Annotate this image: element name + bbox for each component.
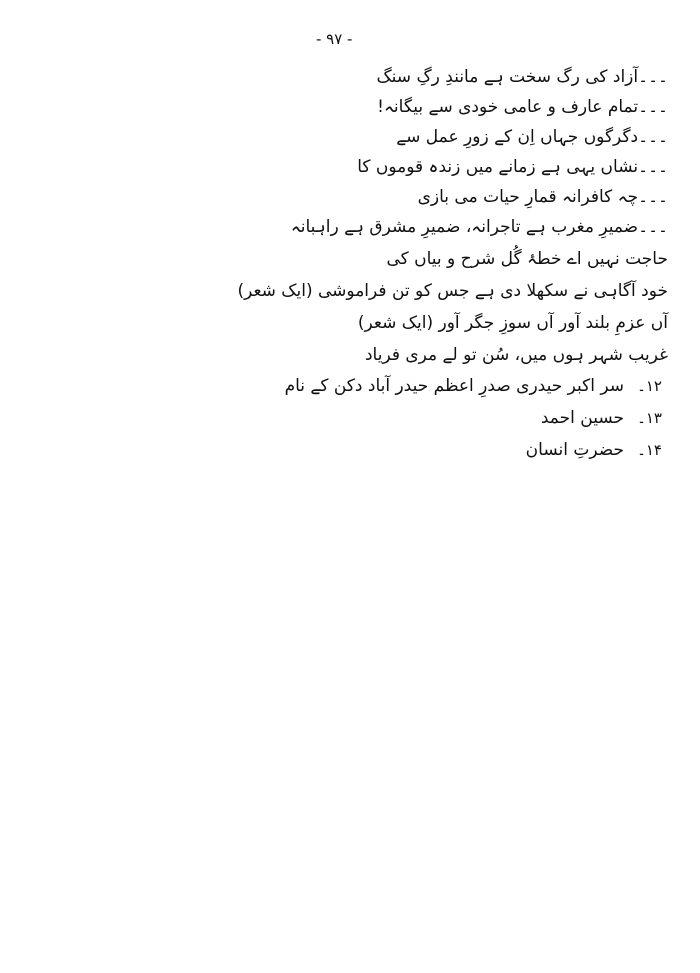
text-line: ۔۔۔ضمیرِ مغرب ہے تاجرانہ، ضمیرِ مشرق ہے راہبانہ — [290, 217, 668, 237]
text-line: ۔۔۔نشاں یہی ہے زمانے میں زندہ قوموں کا — [357, 157, 668, 177]
text-line: غریب شہر ہوں میں، سُن تو لے مری فریاد — [364, 345, 668, 365]
page-number: - ۹۷ - — [316, 30, 353, 48]
text-line: خود آگاہی نے سکھلا دی ہے جس کو تن فراموشی (ایک شعر) — [237, 281, 668, 301]
item-number: ۱۳۔ — [637, 409, 662, 427]
item-title: سر اکبر حیدری صدرِ اعظم حیدر آباد دکن کے نام — [284, 376, 624, 396]
text-line: ۔۔۔آزاد کی رگ سخت ہے مانندِ رگِ سنگ — [376, 67, 668, 87]
text-line: ۔۔۔چہ کافرانہ قمارِ حیات می بازی — [417, 187, 668, 207]
text-line: حاجت نہیں اے خطۂ گُل شرح و بیاں کی — [386, 249, 668, 269]
text-line: ۔۔۔تمام عارف و عامی خودی سے بیگانہ! — [377, 97, 668, 117]
item-number: ۱۲۔ — [637, 377, 662, 395]
text-line: ۔۔۔دگرگوں جہاں اِن کے زورِ عمل سے — [396, 127, 668, 147]
item-title: حضرتِ انسان — [525, 440, 624, 460]
item-title: حسین احمد — [540, 408, 624, 428]
text-line: آں عزمِ بلند آور آں سوزِ جگر آور (ایک شعر) — [357, 313, 668, 333]
item-number: ۱۴۔ — [637, 441, 662, 459]
